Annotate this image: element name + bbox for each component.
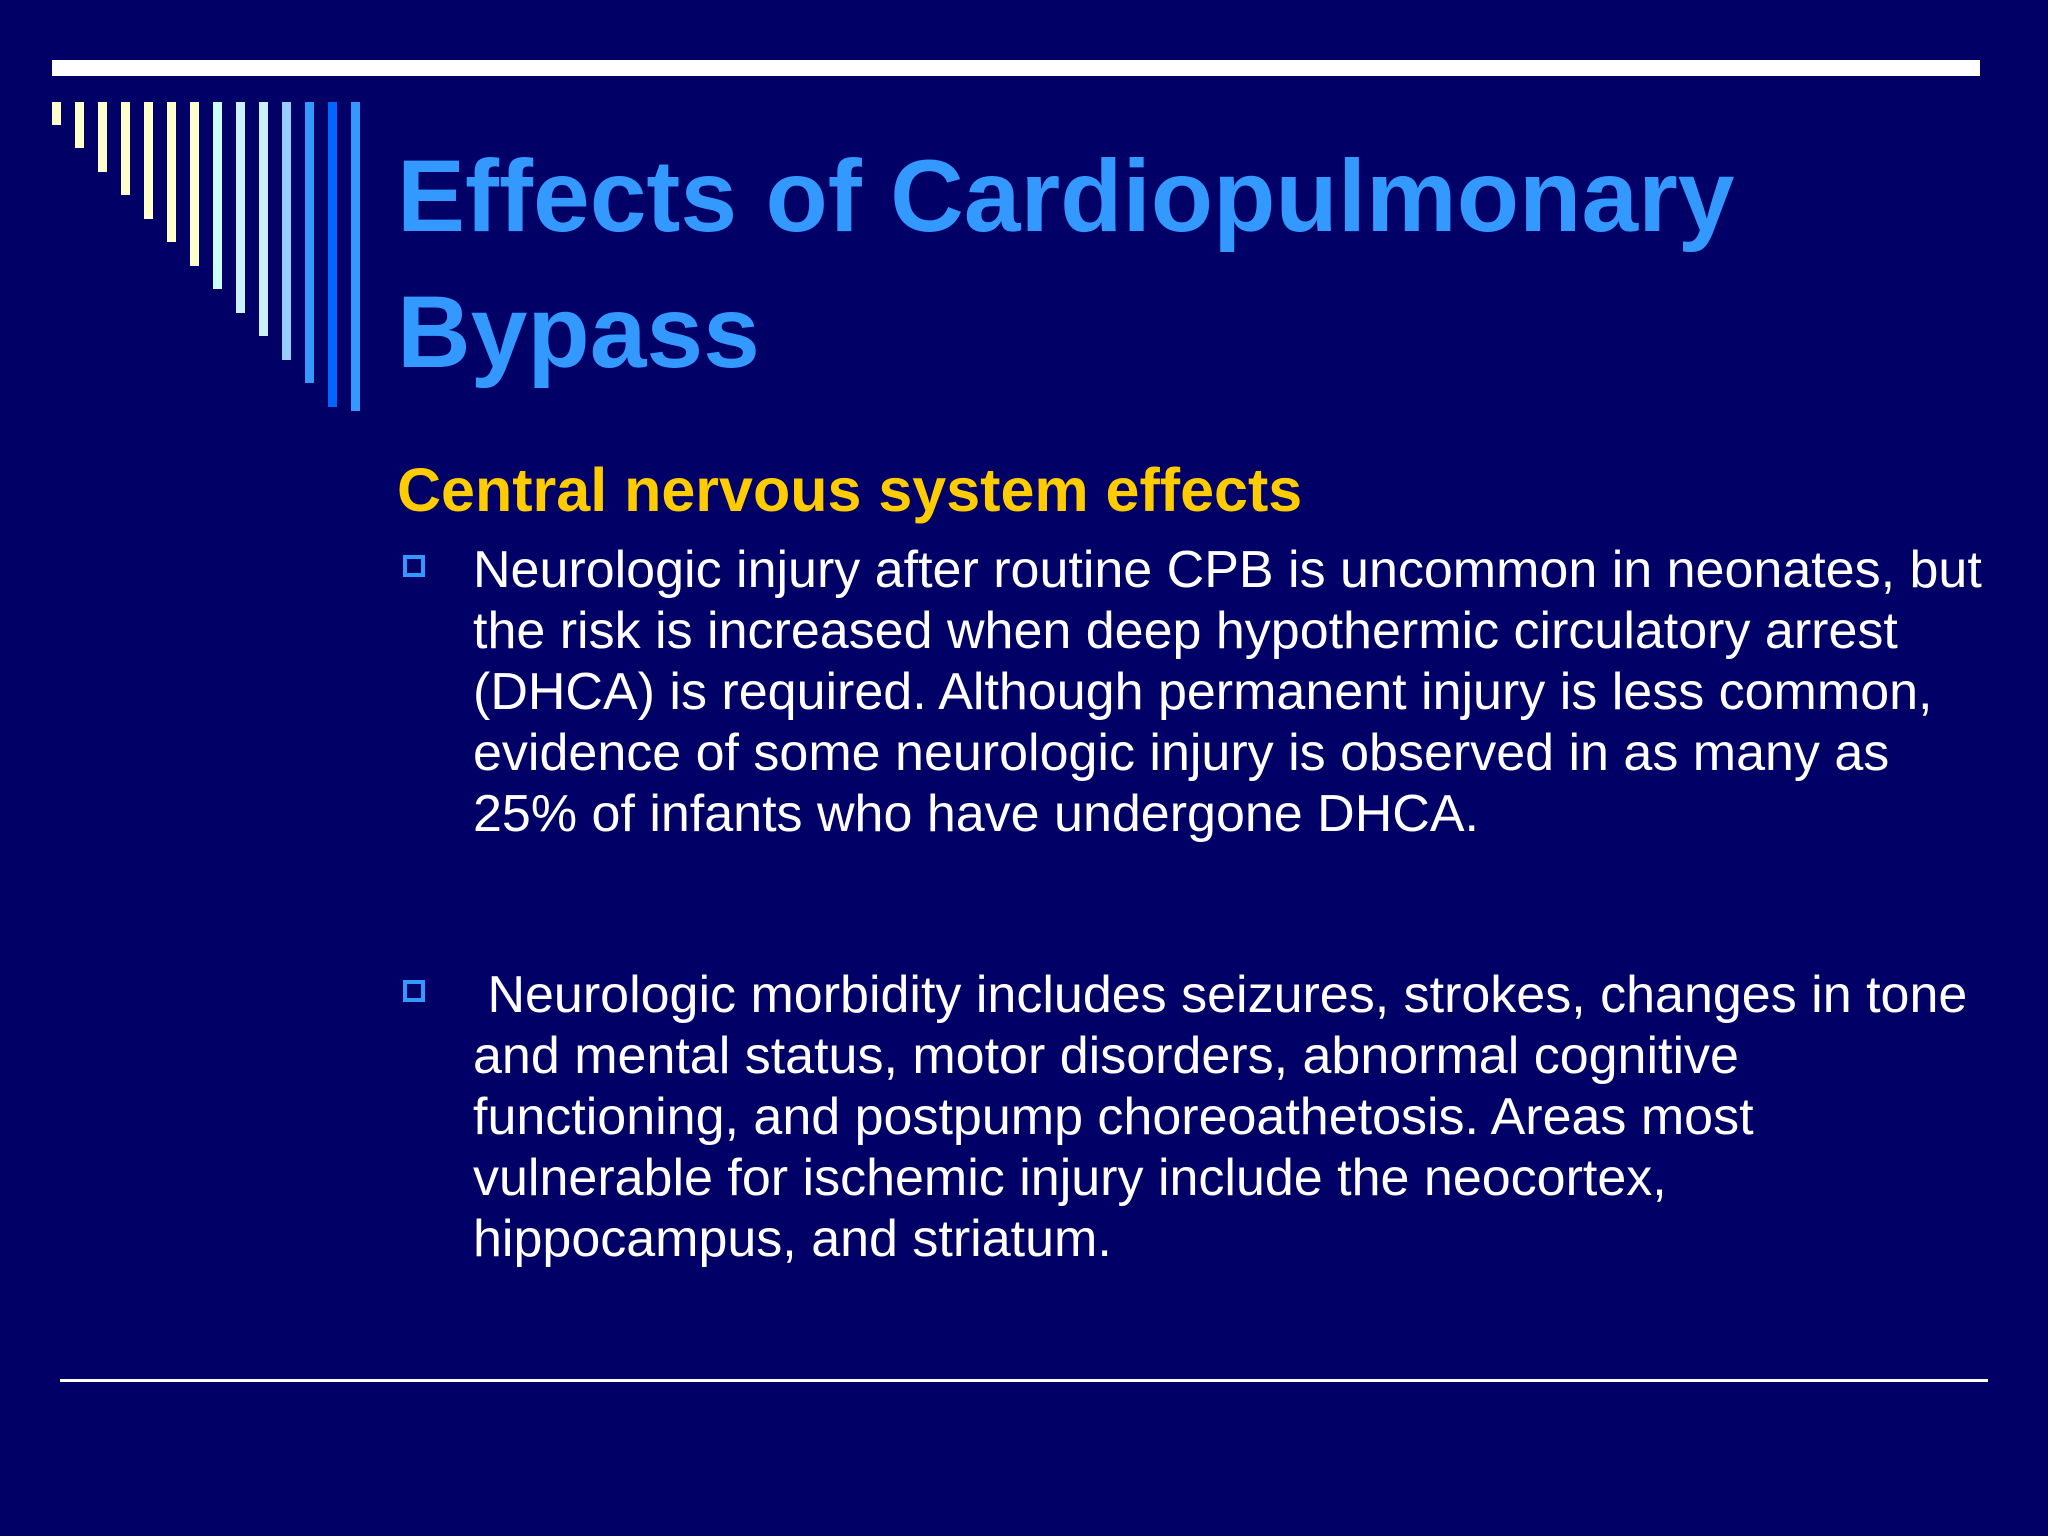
- top-divider: [52, 60, 1980, 76]
- stripe-7: [190, 102, 199, 266]
- bullet-list: [397, 540, 1997, 1270]
- stripe-9: [236, 102, 245, 313]
- stripe-6: [167, 102, 176, 242]
- stripe-10: [259, 102, 268, 336]
- slide-subheading: Central nervous system effects: [397, 456, 1303, 524]
- hollow-square-bullet-icon: [403, 555, 425, 577]
- stripe-8: [213, 102, 222, 289]
- stripe-2: [75, 102, 84, 148]
- stripe-13: [328, 102, 337, 407]
- stripe-1: [52, 102, 61, 125]
- stripe-3: [98, 102, 107, 172]
- stripe-4: [121, 102, 130, 195]
- slide-title: Effects of Cardiopulmonary Bypass: [397, 139, 1735, 389]
- stripe-11: [282, 102, 291, 360]
- bullet-text: Neurologic morbidity includes seizures, strokes, changes in tone and mental status, motor disorders, abnormal cognitive functioning, and postpump choreoathetosis. Areas most vulnerable for ischemic injury include the neocortex, hippocampus, and striatum.: [473, 966, 1982, 1268]
- bullet-item: [397, 540, 1997, 845]
- bullet-text: Neurologic injury after routine CPB is uncommon in neonates, but the risk is increased when deep hypothermic circulatory arrest (DHCA) is required. Although permanent injury is less common, evidence of some neurologic injury is observed in as many as 25% of infants who have undergone DHCA.: [473, 541, 1997, 843]
- stripe-5: [144, 102, 153, 219]
- decorative-stripes: [52, 102, 342, 422]
- bullet-item: [397, 965, 1997, 1270]
- bottom-divider: [60, 1379, 1988, 1382]
- stripe-14: [351, 102, 360, 411]
- hollow-square-bullet-icon: [403, 980, 425, 1002]
- stripe-12: [305, 102, 314, 383]
